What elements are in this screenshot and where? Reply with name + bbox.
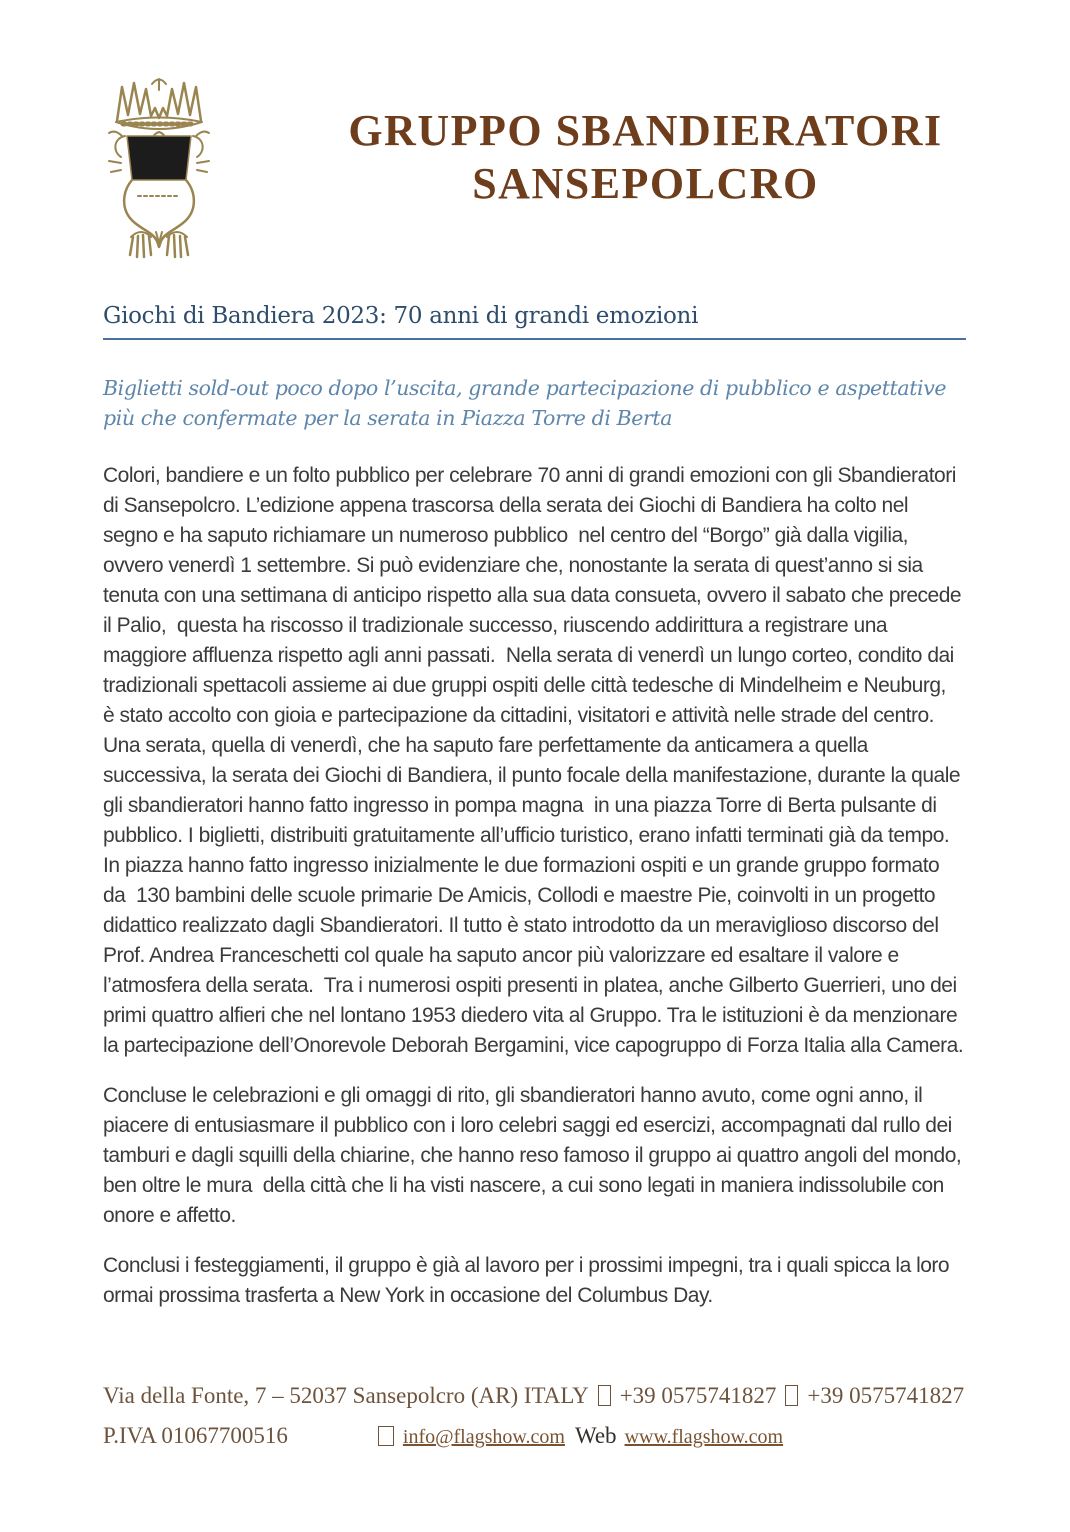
footer-address: Via della Fonte, 7 – 52037 Sansepolcro (AR) ITALY: [103, 1383, 589, 1408]
email-link[interactable]: info@flagshow.com: [402, 1426, 565, 1448]
email-box-icon: [378, 1426, 394, 1446]
article: [103, 302, 966, 1311]
footer-piva: P.IVA 01067700516: [103, 1423, 288, 1448]
org-title: [215, 74, 966, 210]
body-paragraph-2: Concluse le celebrazioni e gli omaggi di rito, gli sbandieratori hanno avuto, come ogni anno, il piacere di entusiasmare il pubblico con i loro celebri saggi ed esercizi, accompagnati dal rullo dei tamburi e dagli squilli della chiarine, che hanno reso famoso il gruppo ai quattro angoli del mondo, ben oltre le mura della città che li ha visti nascere, a cui sono legati in maniera indissolubile con onore e affetto.: [103, 1084, 967, 1227]
body-paragraph-1: Colori, bandiere e un folto pubblico per celebrare 70 anni di grandi emozioni con gli Sbandieratori di Sansepolcro. L’edizione appena trascorsa della serata dei Giochi di Bandiera ha colto nel segno e ha saputo richiamare un numeroso pubblico nel centro del “Borgo” già dalla vigilia, ovvero venerdì 1 settembre. Si può evidenziare che, nonostante la serata di quest’anno si sia tenuta con una settimana di anticipo rispetto alla sua data consueta, ovvero il sabato che precede il Palio, questa ha riscosso il tradizionale successo, riuscendo addirittura a registrare una maggiore affluenza rispetto agli anni passati. Nella serata di venerdì un lungo corteo, condito dai tradizionali spettacoli assieme ai due gruppi ospiti delle città tedesche di Mindelheim e Neuburg, è stato accolto con gioia e partecipazione da cittadini, visitatori e attività nelle strade del centro. Una serata, quella di venerdì, che ha saputo fare perfettamente da anticamera a quella successiva, la serata dei Giochi di Bandiera, il punto focale della manifestazione, durante la quale gli sbandieratori hanno fatto ingresso in pompa magna in una piazza Torre di Berta pulsante di pubblico. I biglietti, distribuiti gratuitamente all’ufficio turistico, erano infatti terminati già da tempo. In piazza hanno fatto ingresso inizialmente le due formazioni ospiti e un grande gruppo formato da 130 bambini delle scuole primarie De Amicis, Collodi e maestre Pie, coinvolti in un progetto didattico realizzato dagli Sbandieratori. Il tutto è stato introdotto da un meraviglioso discorso del Prof. Andrea Franceschetti col quale ha saputo ancor più valorizzare ed esaltare il valore e l’atmosfera della serata. Tra i numerosi ospiti presenti in platea, anche Gilberto Guerrieri, uno dei primi quattro alfieri che nel lontano 1953 diedero vita al Gruppo. Tra le istituzioni è da menzionare la partecipazione dell’Onorevole Deborah Bergamini, vice capogruppo di Forza Italia alla Camera.: [103, 464, 967, 1057]
letter-footer: [103, 1376, 966, 1457]
fax-box-icon: [785, 1385, 798, 1406]
footer-phone-2: +39 0575741827: [807, 1383, 965, 1408]
org-title-line1: GRUPPO SBANDIERATORI: [348, 106, 943, 155]
website-link[interactable]: www.flagshow.com: [624, 1426, 784, 1448]
footer-contact-line: [103, 1376, 966, 1416]
web-label: Web: [574, 1423, 617, 1448]
heading-divider: [103, 338, 966, 340]
phone-box-icon: [598, 1385, 611, 1406]
letterhead: [103, 74, 966, 260]
org-title-line2: SANSEPOLCRO: [472, 159, 819, 208]
body-paragraph-3: Conclusi i festeggiamenti, il gruppo è già al lavoro per i prossimi impegni, tra i quali spicca la loro ormai prossima trasferta a New York in occasione del Columbus Day.: [103, 1254, 955, 1307]
footer-web-line: [103, 1416, 966, 1457]
footer-phone-1: +39 0575741827: [619, 1383, 777, 1408]
article-body: [103, 461, 966, 1311]
coat-of-arms-logo-icon: [103, 74, 215, 260]
article-heading: Giochi di Bandiera 2023: 70 anni di grandi emozioni: [103, 303, 699, 329]
article-subtitle: Biglietti sold-out poco dopo l’uscita, grande partecipazione di pubblico e aspettative più che confermate per la serata in Piazza Torre di Berta: [103, 376, 947, 430]
